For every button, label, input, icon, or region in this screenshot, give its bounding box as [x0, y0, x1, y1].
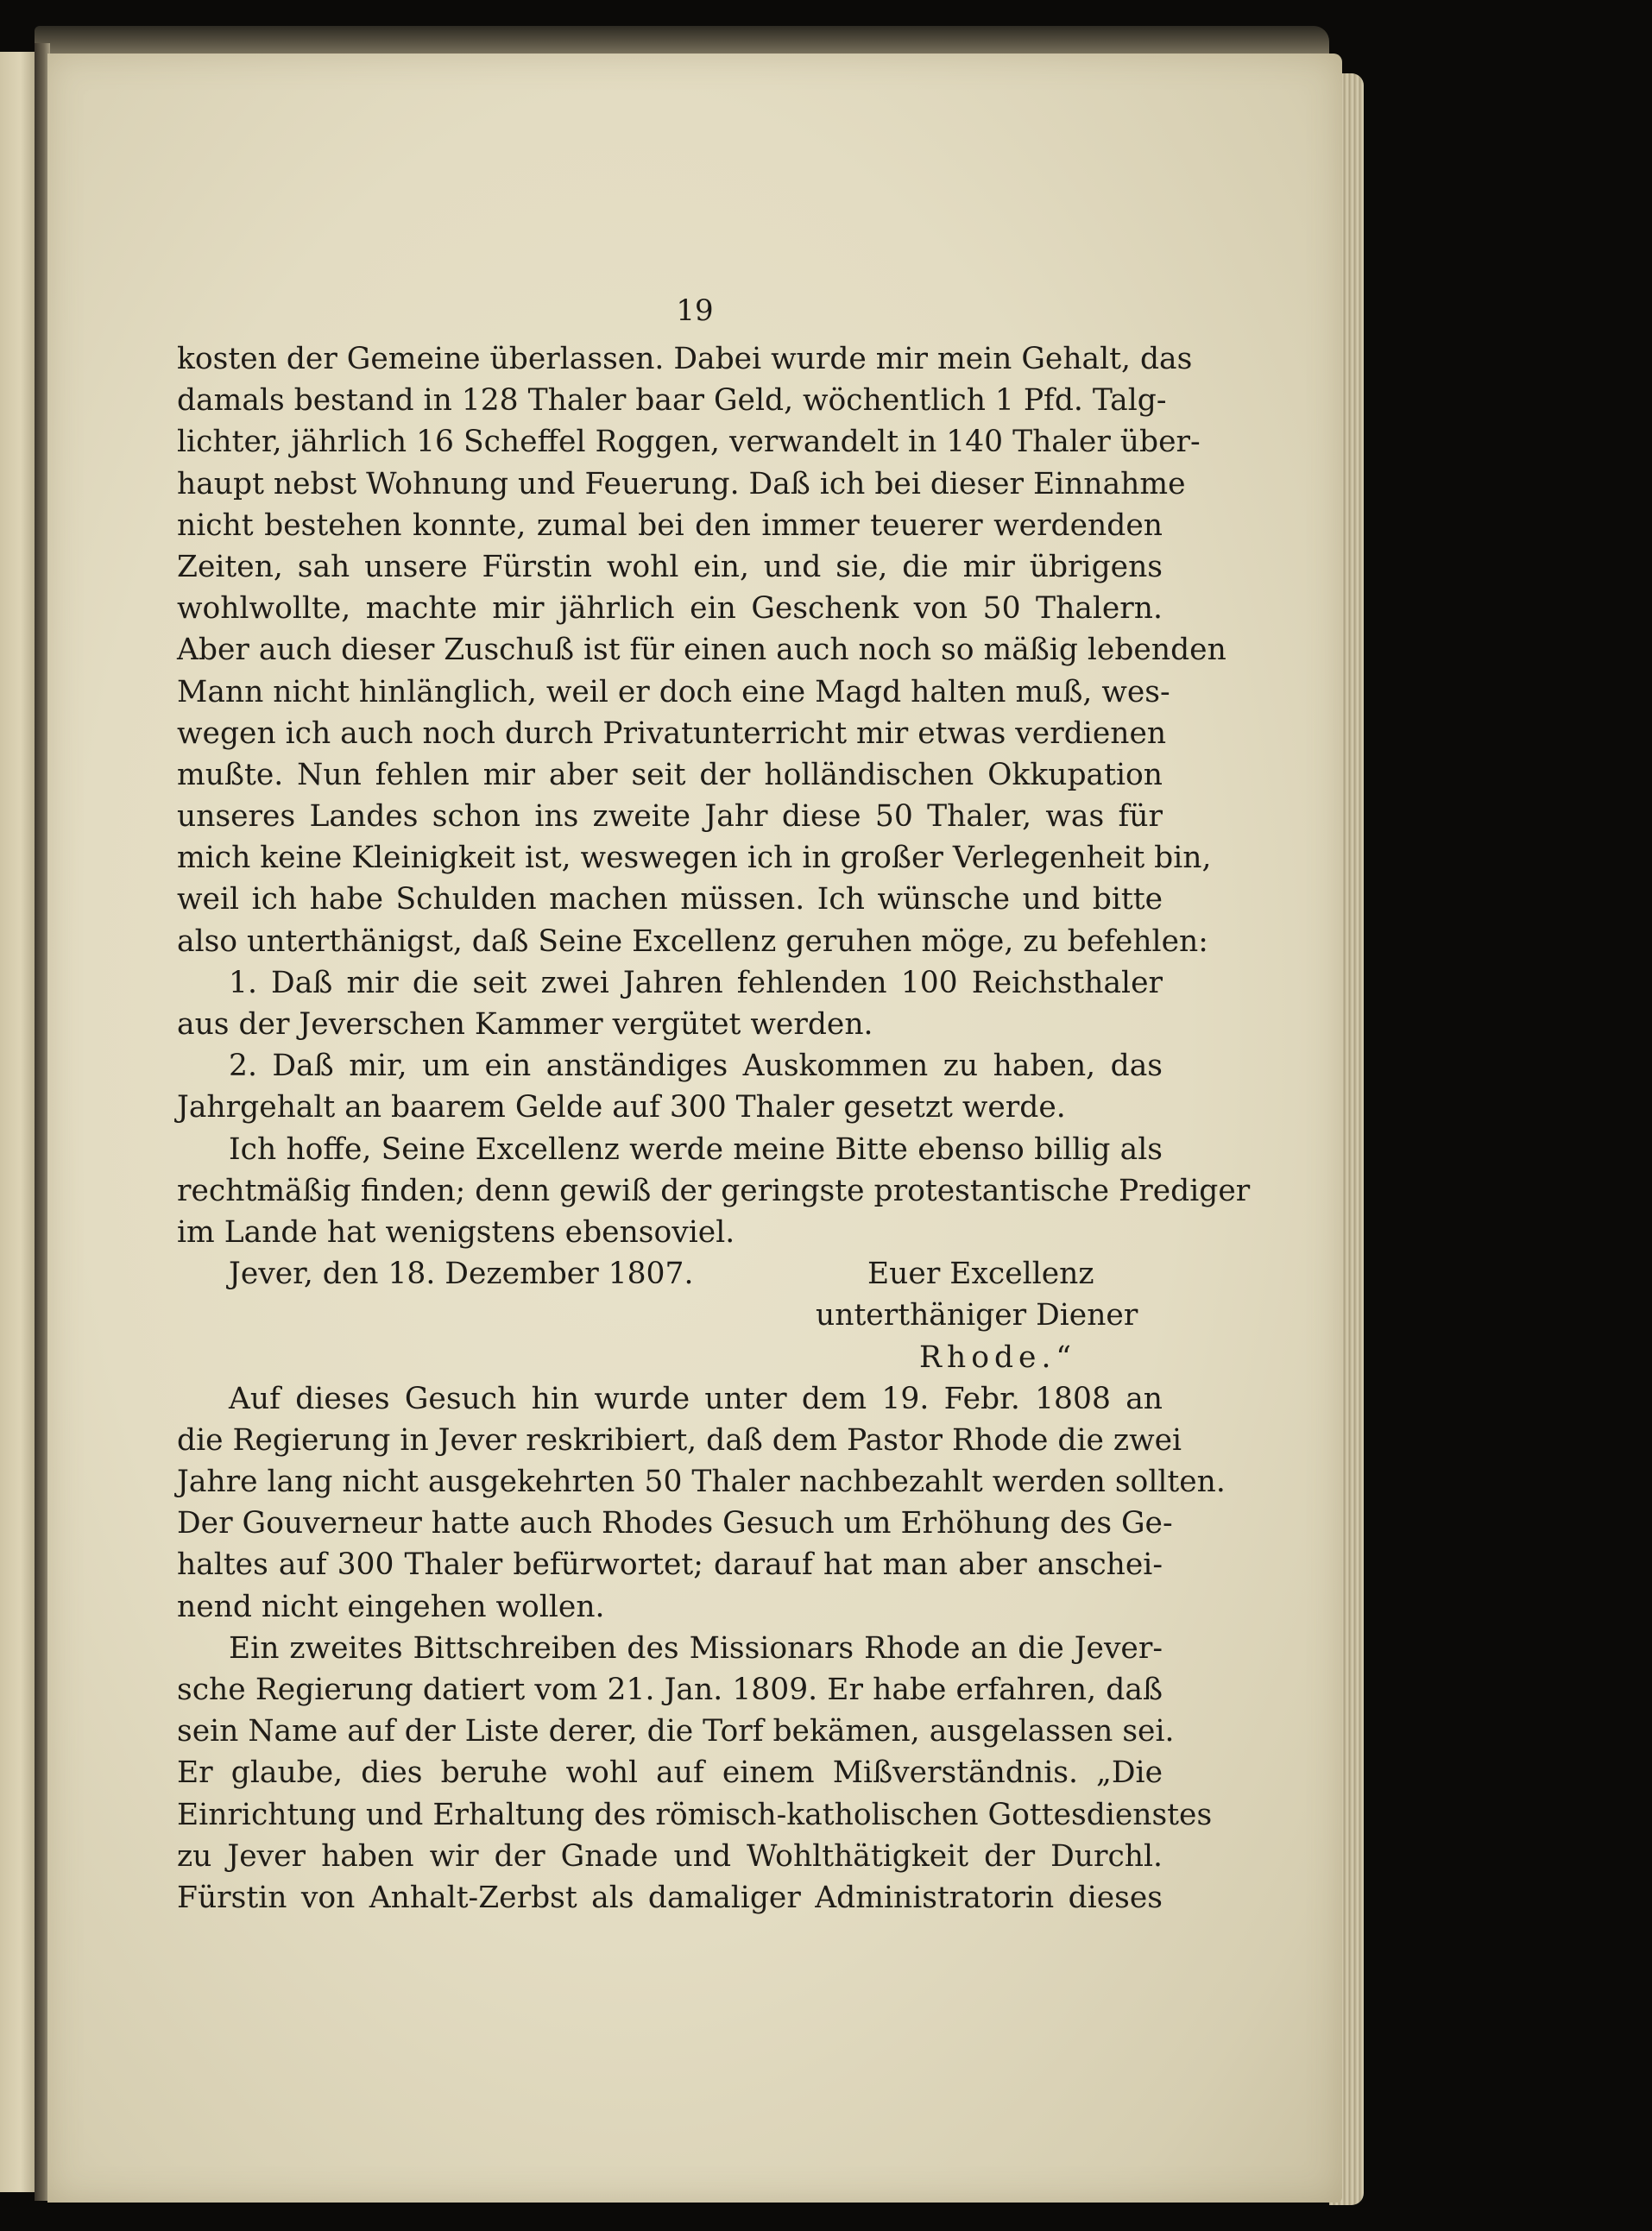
salutation: Euer Excellenz: [867, 1257, 1094, 1292]
text-line: im Lande hat wenigstens ebensoviel.: [177, 1214, 735, 1250]
text-line: haupt nebst Wohnung und Feuerung. Daß ich bei dieser Einnahme: [177, 466, 1186, 501]
text-line: Aber auch dieser Zuschuß ist für einen auch noch so mäßig lebenden: [177, 633, 1226, 668]
text-line: Jahrgehalt an baarem Gelde auf 300 Thaler gesetzt werde.: [177, 1090, 1066, 1125]
text-line: 2. Daß mir, um ein anständiges Auskommen zu haben, das: [229, 1049, 1163, 1084]
text-line: lichter, jährlich 16 Scheffel Roggen, verwandelt in 140 Thaler über-: [177, 425, 1201, 460]
text-line: Jahre lang nicht ausgekehrten 50 Thaler nachbezahlt werden sollten.: [177, 1465, 1226, 1500]
page-text: [177, 338, 1251, 1919]
text-line: sein Name auf der Liste derer, die Torf bekämen, ausgelassen sei.: [177, 1714, 1175, 1749]
text-line: Ich hoffe, Seine Excellenz werde meine Bitte ebenso billig als: [229, 1131, 1163, 1167]
text-line: Er glaube, dies beruhe wohl auf einem Mißverständnis. „Die: [177, 1755, 1163, 1791]
text-line: Der Gouverneur hatte auch Rhodes Gesuch um Erhöhung des Ge-: [177, 1506, 1173, 1541]
signature-line-1: [177, 1253, 1163, 1295]
text-line: Fürstin von Anhalt-Zerbst als damaliger Administratorin dieses: [177, 1880, 1163, 1915]
text-line: wegen ich auch noch durch Privatunterricht mir etwas verdienen: [177, 715, 1167, 751]
text-line: mußte. Nun fehlen mir aber seit der holländischen Okkupation: [177, 757, 1163, 792]
signature-name: Rhode.“: [919, 1339, 1077, 1375]
text-line: rechtmäßig finden; denn gewiß der geringste protestantische Prediger: [177, 1173, 1251, 1208]
facing-page-edge: [0, 52, 36, 2192]
book-page: [47, 54, 1342, 2203]
text-line: sche Regierung datiert vom 21. Jan. 1809. Er habe erfahren, daß: [177, 1673, 1163, 1707]
text-line: haltes auf 300 Thaler befürwortet; darauf hat man aber anschei-: [177, 1547, 1163, 1583]
signature-line-2: [177, 1295, 1163, 1336]
text-line: zu Jever haben wir der Gnade und Wohlthätigkeit der Durchl.: [177, 1838, 1163, 1874]
text-line: 1. Daß mir die seit zwei Jahren fehlenden 100 Reichsthaler: [229, 965, 1163, 1000]
text-line: nicht bestehen konnte, zumal bei den immer teuerer werdenden: [177, 507, 1163, 543]
text-line: damals bestand in 128 Thaler baar Geld, wöchentlich 1 Pfd. Talg-: [177, 383, 1167, 419]
text-line: weil ich habe Schulden machen müssen. Ich wünsche und bitte: [177, 882, 1163, 917]
text-line: die Regierung in Jever reskribiert, daß dem Pastor Rhode die zwei: [177, 1422, 1182, 1458]
text-line: Zeiten, sah unsere Fürstin wohl ein, und sie, die mir übrigens: [177, 549, 1163, 584]
text-line: Auf dieses Gesuch hin wurde unter dem 19. Febr. 1808 an: [229, 1381, 1163, 1416]
text-line: kosten der Gemeine überlassen. Dabei wurde mir mein Gehalt, das: [177, 342, 1193, 376]
text-line: mich keine Kleinigkeit ist, weswegen ich in großer Verlegenheit bin,: [177, 841, 1212, 876]
text-line: aus der Jeverschen Kammer vergütet werden.: [177, 1007, 873, 1042]
text-line: Mann nicht hinlänglich, weil er doch eine Magd halten muß, wes-: [177, 674, 1170, 709]
text-line: nend nicht eingehen wollen.: [177, 1589, 605, 1624]
place-date: Jever, den 18. Dezember 1807.: [229, 1257, 694, 1292]
text-line: unseres Landes schon ins zweite Jahr diese 50 Thaler, was für: [177, 799, 1163, 835]
text-line: Ein zweites Bittschreiben des Missionars Rhode an die Jever-: [229, 1630, 1163, 1666]
text-line: also unterthänigst, daß Seine Excellenz geruhen möge, zu befehlen:: [177, 923, 1208, 959]
page-number: 19: [676, 293, 714, 328]
text-line: wohlwollte, machte mir jährlich ein Geschenk von 50 Thalern.: [177, 591, 1163, 627]
text-line: Einrichtung und Erhaltung des römisch-katholischen Gottesdienstes: [177, 1797, 1213, 1832]
signature-line-3: [177, 1337, 1163, 1378]
closing: unterthäniger Diener: [816, 1298, 1138, 1333]
